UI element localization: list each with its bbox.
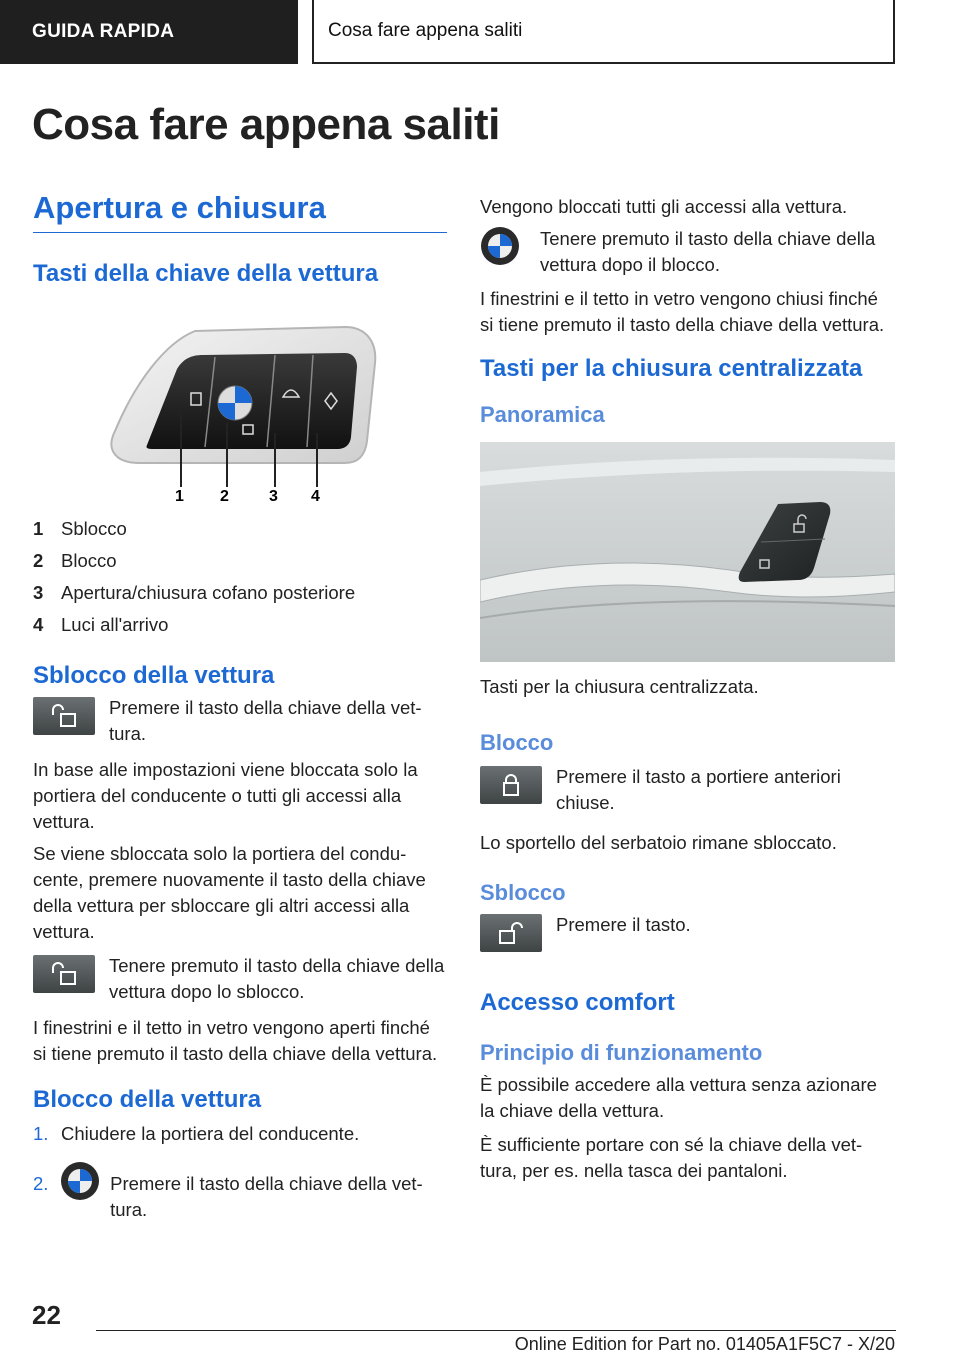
unlock-central-button-icon [480, 914, 542, 952]
unlock-press-text: Premere il tasto della chiave della vet-tura. [109, 697, 422, 744]
photo-caption: Tasti per la chiusura centralizzata. [480, 676, 759, 697]
legend-text: Apertura/chiusura cofano posteriore [61, 582, 356, 603]
footer-divider [96, 1330, 896, 1331]
step-text: Premere il tasto della chiave della vet-tura. [110, 1173, 423, 1220]
step-number: 1. [33, 1123, 49, 1144]
heading-key-buttons: Tasti della chiave della vettura [33, 260, 379, 287]
unlock-button-icon [33, 697, 95, 735]
lock-hold-instruction [480, 226, 895, 278]
legend-number: 2 [33, 550, 44, 571]
unlock-paragraph-1: In base alle impostazioni viene bloccata solo la portiera del conducente o tutti gli accessi alla vettura. [33, 759, 418, 832]
section-heading-opening: Apertura e chiusura [33, 190, 447, 233]
heading-unlock-vehicle: Sblocco della vettura [33, 662, 275, 689]
legend-item [33, 609, 447, 641]
heading-comfort-access: Accesso comfort [480, 989, 675, 1016]
comfort-paragraph-1: È possibile accedere alla vettura senza azionare la chiave della vettura. [480, 1074, 877, 1121]
lock-step [33, 1161, 447, 1223]
lock-hold-text: Tenere premuto il tasto della chiave della vettura dopo il blocco. [540, 228, 876, 275]
door-buttons-photo [480, 442, 895, 662]
key-fob-illustration [95, 323, 385, 503]
page-title: Cosa fare appena saliti [32, 100, 500, 149]
callout-2: 2 [220, 488, 229, 503]
unlock-paragraph-2: Se viene sbloccata solo la portiera del condu-cente, premere nuovamente il tasto della chiave della vettura per sbloccare gli altri accessi alla vettura. [33, 843, 426, 942]
unlock-button-icon [33, 955, 95, 993]
header-topic: Cosa fare appena saliti [312, 0, 895, 64]
legend-item [33, 513, 447, 545]
legend-item [33, 577, 447, 609]
lock-step [33, 1121, 447, 1147]
unlock-central-text: Premere il tasto. [556, 914, 691, 935]
lock-instruction [480, 764, 895, 816]
unlock-paragraph-3: I finestrini e il tetto in vetro vengono aperti finché si tiene premuto il tasto della chiave della vettura. [33, 1017, 438, 1064]
callout-3: 3 [269, 488, 278, 503]
unlock-central-instruction [480, 912, 895, 952]
bmw-key-icon [480, 226, 520, 266]
right-column [480, 190, 895, 1184]
callout-4: 4 [311, 488, 320, 503]
unlock-hold-instruction [33, 953, 447, 1005]
lock-paragraph-1: Vengono bloccati tutti gli accessi alla vettura. [480, 196, 848, 217]
step-number: 2. [33, 1173, 49, 1194]
key-legend [33, 513, 447, 641]
lock-button-icon [480, 766, 542, 804]
callout-1: 1 [175, 488, 184, 503]
lock-press-text: Premere il tasto a portiere anteriori chiuse. [556, 766, 841, 813]
legend-item [33, 545, 447, 577]
unlock-hold-text: Tenere premuto il tasto della chiave della vettura dopo lo sblocco. [109, 955, 445, 1002]
legend-text: Sblocco [61, 518, 127, 539]
lock-paragraph-2: I finestrini e il tetto in vetro vengono chiusi finché si tiene premuto il tasto della chiave della vettura. [480, 288, 885, 335]
legend-text: Luci all'arrivo [61, 614, 169, 635]
legend-text: Blocco [61, 550, 117, 571]
header-section: GUIDA RAPIDA [0, 0, 298, 64]
fuel-flap-text: Lo sportello del serbatoio rimane sbloccato. [480, 832, 837, 853]
legend-number: 1 [33, 518, 44, 539]
heading-principle: Principio di funzionamento [480, 1040, 763, 1065]
heading-central-locking: Tasti per la chiusura centralizzata [480, 355, 863, 382]
bmw-key-icon [60, 1161, 100, 1201]
legend-number: 3 [33, 582, 44, 603]
page-number: 22 [32, 1300, 61, 1330]
heading-unlock: Sblocco [480, 880, 566, 905]
unlock-instruction [33, 695, 447, 747]
comfort-paragraph-2: È sufficiente portare con sé la chiave della vet-tura, per es. nella tasca dei pantaloni. [480, 1134, 863, 1181]
heading-lock: Blocco [480, 730, 554, 755]
legend-number: 4 [33, 614, 44, 635]
heading-overview: Panoramica [480, 402, 605, 427]
left-column [33, 190, 447, 1223]
footer-edition: Online Edition for Part no. 01405A1F5C7 - X/20 [514, 1334, 895, 1354]
heading-lock-vehicle: Blocco della vettura [33, 1086, 262, 1113]
step-text: Chiudere la portiera del conducente. [61, 1123, 360, 1144]
